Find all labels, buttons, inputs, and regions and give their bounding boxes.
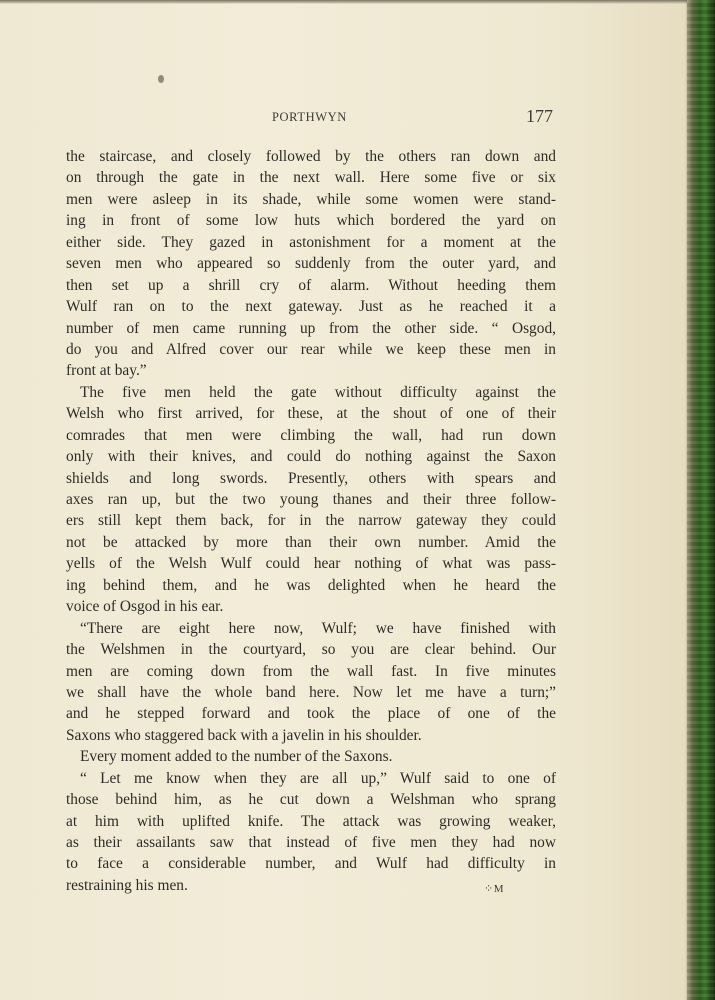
text-line: then set up a shrill cry of alarm. Without heeding them (66, 276, 556, 294)
text-line: either side. They gazed in astonishment for a moment at the (66, 233, 556, 251)
text-line: men were asleep in its shade, while some women were stand- (66, 190, 556, 208)
text-line: The five men held the gate without difficulty against the (80, 383, 556, 401)
text-line: “ Let me know when they are all up,” Wulf said to one of (80, 769, 556, 787)
text-line: front at bay.” (66, 362, 147, 380)
text-line: only with their knives, and could do nothing against the Saxon (66, 448, 556, 466)
signature-mark: ⁘M (484, 883, 504, 895)
ink-dot (158, 75, 164, 83)
text-line: shields and long swords. Presently, others with spears and (66, 469, 556, 487)
text-line: axes ran up, but the two young thanes and their three follow- (66, 491, 556, 508)
text-line: Every moment added to the number of the Saxons. (80, 748, 393, 766)
text-line: Wulf ran on to the next gateway. Just as he reached it a (66, 298, 556, 316)
text-line: restraining his men. (66, 876, 188, 894)
text-line: Welsh who first arrived, for these, at the shout of one of their (66, 405, 556, 423)
text-line: the staircase, and closely followed by the others ran down and (66, 148, 556, 165)
text-line: yells of the Welsh Wulf could hear nothing of what was pass- (66, 555, 556, 573)
text-line: voice of Osgod in his ear. (66, 598, 224, 616)
page-top-edge (0, 0, 690, 4)
text-line: ers still kept them back, for in the narrow gateway they could (66, 512, 556, 530)
text-line: and he stepped forward and took the place of one of the (66, 705, 556, 723)
text-line: ing behind them, and he was delighted when he heard the (66, 576, 556, 594)
text-line: at him with uplifted knife. The attack was growing weaker, (66, 812, 556, 830)
text-line: as their assailants saw that instead of five men they had now (66, 834, 556, 851)
running-title: PORTHWYN (272, 110, 347, 124)
text-line: number of men came running up from the other side. “ Osgod, (66, 319, 556, 337)
text-line: do you and Alfred cover our rear while we keep these men in (66, 340, 556, 358)
text-line: on through the gate in the next wall. Here some five or six (66, 169, 556, 187)
page-number: 177 (526, 106, 553, 126)
text-line: “There are eight here now, Wulf; we have finished with (80, 619, 556, 637)
text-line: to face a considerable number, and Wulf had difficulty in (66, 855, 556, 873)
body-text (66, 146, 556, 896)
running-head (0, 108, 690, 132)
text-line: we shall have the whole band here. Now let me have a turn;” (66, 683, 556, 701)
text-line: Saxons who staggered back with a javelin in his shoulder. (66, 726, 422, 744)
text-line: ing in front of some low huts which bordered the yard on (66, 212, 556, 230)
text-line: not be attacked by more than their own number. Amid the (66, 533, 556, 551)
book-spine (687, 0, 715, 1000)
text-line: men are coming down from the wall fast. In five minutes (66, 662, 556, 680)
text-line: comrades that men were climbing the wall, had run down (66, 426, 556, 444)
text-line: the Welshmen in the courtyard, so you are clear behind. Our (66, 641, 556, 659)
text-line: seven men who appeared so suddenly from the outer yard, and (66, 255, 556, 273)
text-line: those behind him, as he cut down a Welshman who sprang (66, 791, 556, 809)
